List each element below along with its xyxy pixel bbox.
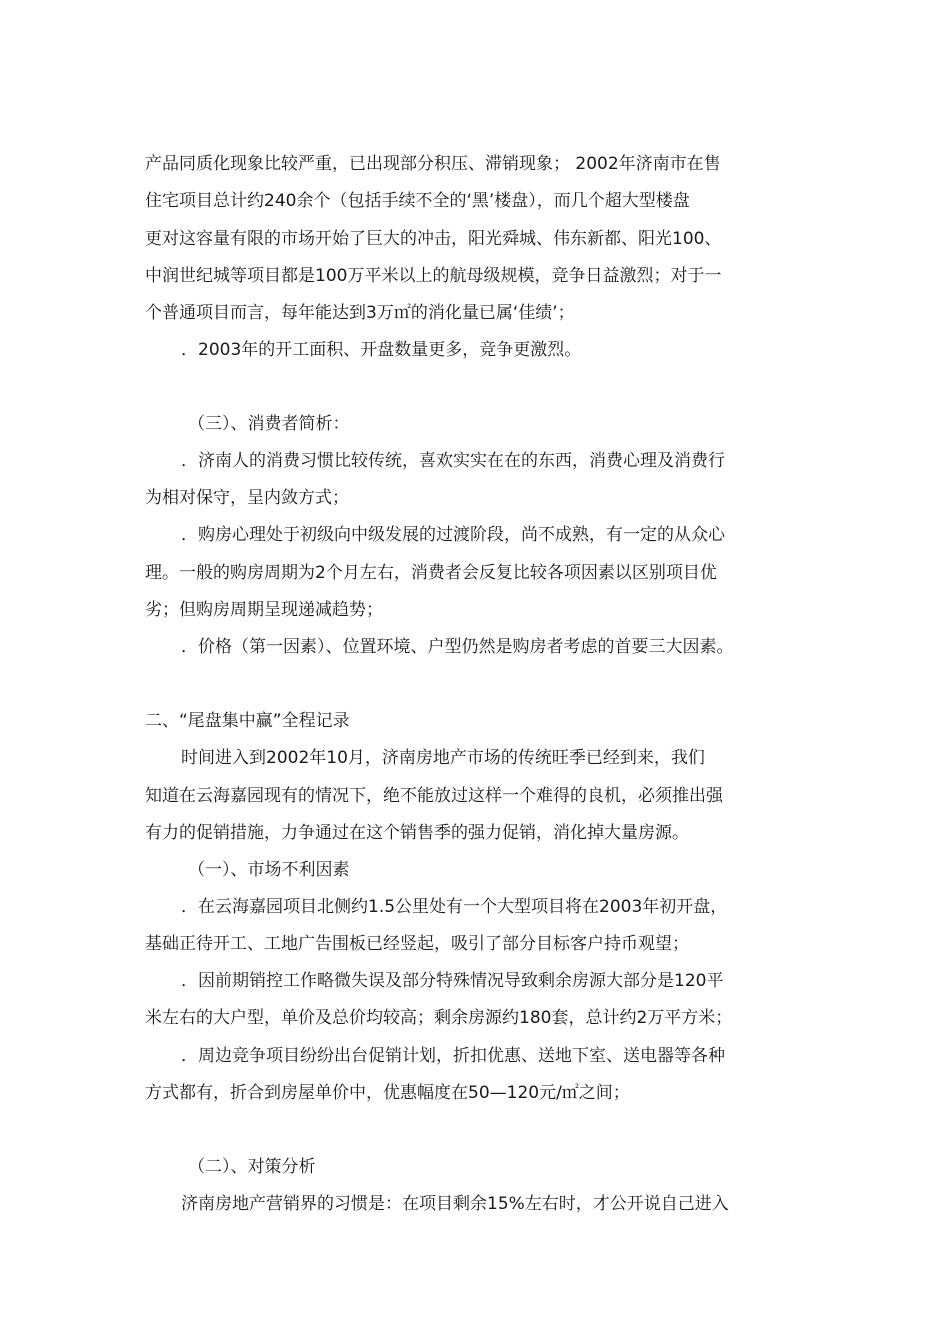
paragraph-line: 有力的促销措施，力争通过在这个销售季的强力促销，消化掉大量房源。 [145,823,689,843]
paragraph-line: 为相对保守，呈内敛方式； [145,488,349,508]
bullet-line: ．价格（第一因素）、位置环境、户型仍然是购房者考虑的首要三大因素。 [181,637,734,657]
bullet-line: ．因前期销控工作略微失误及部分特殊情况导致剩余房源大部分是120平 [181,971,724,991]
bullet-line: ．2003年的开工面积、开盘数量更多，竞争更激烈。 [181,340,582,360]
bullet-line: ．在云海嘉园项目北侧约1.5公里处有一个大型项目将在2003年初开盘， [181,897,728,917]
paragraph-line: 米左右的大户型，单价及总价均较高；剩余房源约180套，总计约2万平方米； [145,1008,733,1028]
paragraph-line: 济南房地产营销界的习惯是：在项目剩余15%左右时，才公开说自己进入 [181,1194,729,1214]
bullet-line: ．济南人的消费习惯比较传统，喜欢实实在在的东西，消费心理及消费行 [181,451,725,471]
section-heading: （三）、消费者简析： [188,414,350,434]
paragraph-line: 住宅项目总计约240余个（包括手续不全的‘黑’楼盘），而几个超大型楼盘 [145,191,690,211]
paragraph-line: 产品同质化现象比较严重，已出现部分积压、滞销现象； 2002年济南市在售 [145,154,721,174]
section-heading: （一）、市场不利因素 [188,860,350,880]
paragraph-line: 更对这容量有限的市场开始了巨大的冲击，阳光舜城、伟东新都、阳光100、 [145,229,722,249]
bullet-line: ．周边竞争项目纷纷出台促销计划，折扣优惠、送地下室、送电器等各种 [181,1046,725,1066]
bullet-line: ．购房心理处于初级向中级发展的过渡阶段，尚不成熟，有一定的从众心 [181,525,725,545]
paragraph-line: 基础正待开工、工地广告围板已经竖起，吸引了部分目标客户持币观望； [145,934,689,954]
paragraph-line: 理。一般的购房周期为2个月左右，消费者会反复比较各项因素以区别项目优 [145,563,717,583]
chapter-heading: 二、“尾盘集中赢”全程记录 [145,711,350,731]
section-heading: （二）、对策分析 [188,1157,316,1177]
paragraph-line: 知道在云海嘉园现有的情况下，绝不能放过这样一个难得的良机，必须推出强 [145,786,723,806]
paragraph-line: 方式都有，折合到房屋单价中，优惠幅度在50—120元/㎡之间； [145,1083,630,1103]
paragraph-line: 个普通项目而言，每年能达到3万㎡的消化量已属‘佳绩’； [145,303,575,323]
paragraph-line: 劣；但购房周期呈现递减趋势； [145,600,383,620]
paragraph-line: 时间进入到2002年10月，济南房地产市场的传统旺季已经到来，我们 [181,748,705,768]
paragraph-line: 中润世纪城等项目都是100万平米以上的航母级规模，竞争日益激烈；对于一 [145,266,722,286]
